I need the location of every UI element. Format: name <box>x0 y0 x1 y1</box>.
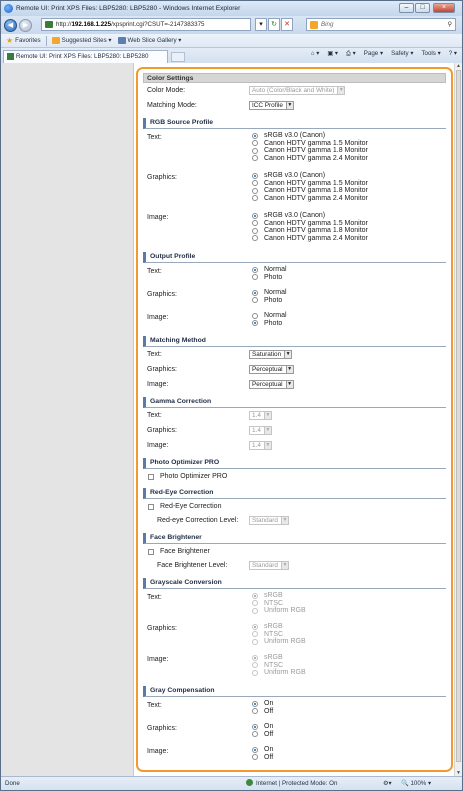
scrollbar[interactable] <box>454 63 462 776</box>
gamma-text-label: Text: <box>147 412 162 419</box>
mm-text-label: Text: <box>147 351 162 358</box>
gray-compensation-header: Gray Compensation <box>143 686 446 697</box>
option-label: NTSC <box>264 630 284 638</box>
red-eye-checkbox[interactable] <box>148 504 154 510</box>
feeds-icon[interactable]: ▣ ▾ <box>327 50 338 57</box>
suggested-sites-link[interactable]: Suggested Sites ▾ <box>61 37 112 44</box>
mm-graphics-value: Perceptual <box>252 366 283 373</box>
compat-view-icon[interactable]: ▾ <box>255 18 267 31</box>
output-image-label: Image: <box>147 314 169 321</box>
option-label: Canon HDTV gamma 1.5 Monitor <box>264 219 368 227</box>
gc-image-label: Image: <box>147 748 169 755</box>
gc-image-radio-off[interactable] <box>252 754 258 760</box>
rgb-text-radio-3[interactable] <box>252 155 258 161</box>
mm-graphics-label: Graphics: <box>147 366 177 373</box>
option-label: Canon HDTV gamma 1.8 Monitor <box>264 187 368 194</box>
option-label: On <box>264 700 274 707</box>
gc-text-label: Text: <box>147 702 162 709</box>
window-title: Remote UI: Print XPS Files: LBP5280: LBP5280 - Windows Internet Explorer <box>16 5 241 12</box>
page-content <box>1 63 462 776</box>
option-label: Uniform RGB <box>264 607 306 614</box>
maximize-button[interactable]: □ <box>415 3 430 13</box>
gc-image-group <box>143 746 446 762</box>
mm-graphics-row <box>143 362 446 377</box>
rgb-image-radio-1[interactable] <box>252 220 258 226</box>
output-graphics-label: Graphics: <box>147 291 177 298</box>
color-settings-header: Color Settings <box>143 73 446 83</box>
stop-icon[interactable]: ✕ <box>281 18 293 31</box>
status-bar <box>1 776 462 790</box>
rgb-text-radio-2[interactable] <box>252 148 258 154</box>
color-mode-row <box>143 83 446 98</box>
rgb-graphics-radio-3[interactable] <box>252 195 258 201</box>
option-label: sRGB <box>264 623 283 630</box>
url-host: 192.168.1.225 <box>71 21 112 28</box>
favorites-bar <box>1 34 462 48</box>
output-graphics-radio-normal[interactable] <box>252 290 258 296</box>
matching-mode-row <box>143 98 446 113</box>
gray-text-label: Text: <box>147 594 162 601</box>
tools-menu[interactable]: Tools ▾ <box>421 50 441 57</box>
gamma-graphics-select[interactable] <box>249 426 272 435</box>
face-brightener-row <box>143 546 446 558</box>
option-label: Photo <box>264 296 283 304</box>
rgb-text-group <box>143 132 446 164</box>
gc-graphics-group <box>143 723 446 739</box>
search-input[interactable] <box>306 18 456 31</box>
gray-text-group <box>143 592 446 616</box>
option-label: sRGB v3.0 (Canon) <box>264 212 326 219</box>
photo-optimizer-row <box>143 471 446 483</box>
ie-icon <box>4 4 13 13</box>
gray-text-radio-uniform[interactable] <box>252 608 258 614</box>
gray-image-radio-srgb[interactable] <box>252 655 258 661</box>
chevron-down-icon: ▼ <box>282 562 288 568</box>
photo-optimizer-header: Photo Optimizer PRO <box>143 458 446 469</box>
red-eye-level-row <box>143 513 446 528</box>
option-label: Normal <box>264 312 287 319</box>
color-mode-label: Color Mode: <box>147 87 186 94</box>
output-text-label: Text: <box>147 268 162 275</box>
gamma-text-value: 1.4 <box>252 412 261 419</box>
tab-active[interactable] <box>3 50 168 63</box>
scroll-down-icon[interactable]: ▼ <box>456 770 461 776</box>
gamma-image-select[interactable] <box>249 441 272 450</box>
site-favicon-icon <box>45 21 53 28</box>
title-bar <box>1 1 462 16</box>
gamma-graphics-label: Graphics: <box>147 427 177 434</box>
mm-image-select[interactable] <box>249 380 294 389</box>
rgb-image-radio-0[interactable] <box>252 213 258 219</box>
matching-mode-label: Matching Mode: <box>147 102 197 109</box>
chevron-down-icon: ▼ <box>265 412 271 418</box>
face-brightener-header: Face Brightener <box>143 533 446 544</box>
option-label: Canon HDTV gamma 2.4 Monitor <box>264 234 368 242</box>
rgb-image-group <box>143 212 446 244</box>
gamma-graphics-row <box>143 423 446 438</box>
red-eye-level-select[interactable] <box>249 516 289 525</box>
option-label: Photo <box>264 273 283 281</box>
page-menu[interactable]: Page ▾ <box>363 50 384 57</box>
bing-icon <box>310 21 318 29</box>
chevron-down-icon: ▼ <box>265 442 271 448</box>
url-prefix: http:// <box>56 21 72 28</box>
rgb-image-label: Image: <box>147 214 169 221</box>
rgb-text-radio-1[interactable] <box>252 140 258 146</box>
chevron-down-icon: ▼ <box>265 427 271 433</box>
globe-icon[interactable]: ⚙▾ <box>383 780 392 787</box>
chevron-down-icon: ▼ <box>338 87 344 93</box>
tab-favicon-icon <box>7 53 14 60</box>
scroll-up-icon[interactable]: ▲ <box>456 63 461 69</box>
photo-optimizer-checkbox[interactable] <box>148 474 154 480</box>
safety-menu[interactable]: Safety ▾ <box>391 50 414 57</box>
gray-image-radio-uniform[interactable] <box>252 670 258 676</box>
face-brightener-level-value: Standard <box>252 562 278 569</box>
option-label: On <box>264 723 274 730</box>
status-text: Done <box>5 780 20 787</box>
color-mode-select[interactable] <box>249 86 345 95</box>
settings-panel <box>136 67 453 772</box>
gray-graphics-radio-srgb[interactable] <box>252 624 258 630</box>
gray-text-radio-srgb[interactable] <box>252 593 258 599</box>
face-brightener-label: Face Brightener <box>160 548 210 555</box>
search-placeholder: Bing <box>321 21 334 28</box>
rgb-source-profile-header: RGB Source Profile <box>143 118 446 129</box>
option-label: sRGB <box>264 592 283 599</box>
forward-icon[interactable]: ▶ <box>19 19 32 32</box>
refresh-icon[interactable]: ↻ <box>268 18 280 31</box>
gc-text-radio-off[interactable] <box>252 708 258 714</box>
matching-mode-select[interactable] <box>249 101 294 110</box>
rgb-graphics-radio-1[interactable] <box>252 180 258 186</box>
option-label: Uniform RGB <box>264 669 306 676</box>
rgb-image-radio-3[interactable] <box>252 235 258 241</box>
mm-text-row <box>143 347 446 362</box>
mm-image-row <box>143 377 446 392</box>
gamma-text-select[interactable] <box>249 411 272 420</box>
rgb-graphics-label: Graphics: <box>147 174 177 181</box>
option-label: Photo <box>264 319 283 327</box>
face-brightener-checkbox[interactable] <box>148 549 154 555</box>
matching-method-header: Matching Method <box>143 336 446 347</box>
red-eye-header: Red-Eye Correction <box>143 488 446 499</box>
output-graphics-radio-photo[interactable] <box>252 297 258 303</box>
scroll-thumb[interactable] <box>456 70 461 762</box>
url-field[interactable] <box>41 18 251 31</box>
face-brightener-level-row <box>143 558 446 573</box>
gray-graphics-radio-uniform[interactable] <box>252 639 258 645</box>
output-image-radio-photo[interactable] <box>252 320 258 326</box>
option-label: Canon HDTV gamma 1.5 Monitor <box>264 179 368 187</box>
gamma-image-label: Image: <box>147 442 169 449</box>
left-navigation-pane <box>1 63 134 776</box>
face-brightener-level-label: Face Brightener Level: <box>157 562 228 569</box>
gamma-image-row <box>143 438 446 453</box>
zoom-value: 100% <box>410 780 427 787</box>
option-label: Canon HDTV gamma 2.4 Monitor <box>264 194 368 202</box>
new-tab-button[interactable] <box>171 52 185 62</box>
web-slice-icon <box>118 37 126 44</box>
gray-image-group <box>143 654 446 678</box>
gc-text-radio-on[interactable] <box>252 701 258 707</box>
minimize-button[interactable]: – <box>399 3 414 13</box>
rgb-graphics-radio-0[interactable] <box>252 173 258 179</box>
color-mode-value: Auto (Color/Black and White) <box>252 87 335 94</box>
gc-graphics-label: Graphics: <box>147 725 177 732</box>
gc-text-group <box>143 700 446 716</box>
tab-title: Remote UI: Print XPS Files: LBP5280: LBP5280 <box>16 53 149 60</box>
url-path: /xpsprint.cgi?CSUT=-2147383375 <box>111 21 205 28</box>
gamma-correction-header: Gamma Correction <box>143 397 446 408</box>
mm-image-value: Perceptual <box>252 381 283 388</box>
zoom-level[interactable]: 🔍 100% ▾ <box>401 780 432 787</box>
gc-graphics-radio-off[interactable] <box>252 731 258 737</box>
rgb-graphics-group <box>143 172 446 204</box>
photo-optimizer-label: Photo Optimizer PRO <box>160 473 228 480</box>
output-text-radio-photo[interactable] <box>252 274 258 280</box>
option-label: sRGB v3.0 (Canon) <box>264 172 326 179</box>
option-label: Canon HDTV gamma 1.8 Monitor <box>264 227 368 234</box>
rgb-graphics-radio-2[interactable] <box>252 188 258 194</box>
option-label: Canon HDTV gamma 2.4 Monitor <box>264 154 368 162</box>
rgb-image-radio-2[interactable] <box>252 228 258 234</box>
command-bar <box>311 50 457 58</box>
gray-graphics-label: Graphics: <box>147 625 177 632</box>
close-button[interactable]: × <box>433 3 455 13</box>
matching-mode-value: ICC Profile <box>252 102 283 109</box>
web-slice-gallery-link[interactable]: Web Slice Gallery ▾ <box>127 37 182 44</box>
print-icon[interactable]: ⎙ ▾ <box>346 50 356 57</box>
option-label: Off <box>264 730 274 738</box>
output-text-group <box>143 266 446 282</box>
option-label: sRGB <box>264 654 283 661</box>
rgb-text-radio-0[interactable] <box>252 133 258 139</box>
option-label: sRGB v3.0 (Canon) <box>264 132 326 139</box>
grayscale-conversion-header: Grayscale Conversion <box>143 578 446 589</box>
option-label: Normal <box>264 266 287 273</box>
option-label: Off <box>264 707 274 715</box>
favorites-star-icon[interactable]: ★ <box>6 36 14 45</box>
gray-graphics-radio-ntsc[interactable] <box>252 631 258 637</box>
option-label: Canon HDTV gamma 1.8 Monitor <box>264 147 368 154</box>
mm-text-select[interactable] <box>249 350 292 359</box>
red-eye-row <box>143 501 446 513</box>
gamma-graphics-value: 1.4 <box>252 427 261 434</box>
tab-bar <box>1 48 462 63</box>
output-image-group <box>143 312 446 328</box>
suggested-sites-icon <box>52 37 60 44</box>
divider <box>46 36 47 46</box>
chevron-down-icon: ▼ <box>287 381 293 387</box>
favorites-button[interactable]: Favorites <box>15 37 41 44</box>
gamma-image-value: 1.4 <box>252 442 261 449</box>
red-eye-label: Red-Eye Correction <box>160 503 222 510</box>
mm-text-value: Saturation <box>252 351 282 358</box>
rgb-text-label: Text: <box>147 134 162 141</box>
output-profile-header: Output Profile <box>143 252 446 263</box>
face-brightener-level-select[interactable] <box>249 561 289 570</box>
option-label: NTSC <box>264 661 284 669</box>
gray-graphics-group <box>143 623 446 647</box>
chevron-down-icon: ▼ <box>285 351 291 357</box>
chevron-down-icon: ▼ <box>287 366 293 372</box>
mm-image-label: Image: <box>147 381 169 388</box>
chevron-down-icon: ▼ <box>287 102 293 108</box>
search-icon[interactable]: ⚲ <box>447 21 452 28</box>
red-eye-level-label: Red-eye Correction Level: <box>157 517 239 524</box>
option-label: Canon HDTV gamma 1.5 Monitor <box>264 139 368 147</box>
option-label: NTSC <box>264 599 284 607</box>
gc-image-radio-on[interactable] <box>252 747 258 753</box>
option-label: Uniform RGB <box>264 638 306 645</box>
gray-text-radio-ntsc[interactable] <box>252 600 258 606</box>
red-eye-level-value: Standard <box>252 517 278 524</box>
output-image-radio-normal[interactable] <box>252 313 258 319</box>
chevron-down-icon: ▼ <box>282 517 288 523</box>
option-label: Off <box>264 753 274 761</box>
mm-graphics-select[interactable] <box>249 365 294 374</box>
option-label: On <box>264 746 274 753</box>
gamma-text-row <box>143 408 446 423</box>
option-label: Normal <box>264 289 287 296</box>
security-zone[interactable]: Internet | Protected Mode: On <box>246 777 337 790</box>
back-icon[interactable]: ◀ <box>4 19 17 32</box>
output-text-radio-normal[interactable] <box>252 267 258 273</box>
gray-image-label: Image: <box>147 656 169 663</box>
home-icon[interactable]: ⌂ ▾ <box>310 50 320 57</box>
address-bar <box>1 16 462 34</box>
output-graphics-group <box>143 289 446 305</box>
gc-graphics-radio-on[interactable] <box>252 724 258 730</box>
gray-image-radio-ntsc[interactable] <box>252 662 258 668</box>
help-icon[interactable]: ? ▾ <box>448 50 457 57</box>
